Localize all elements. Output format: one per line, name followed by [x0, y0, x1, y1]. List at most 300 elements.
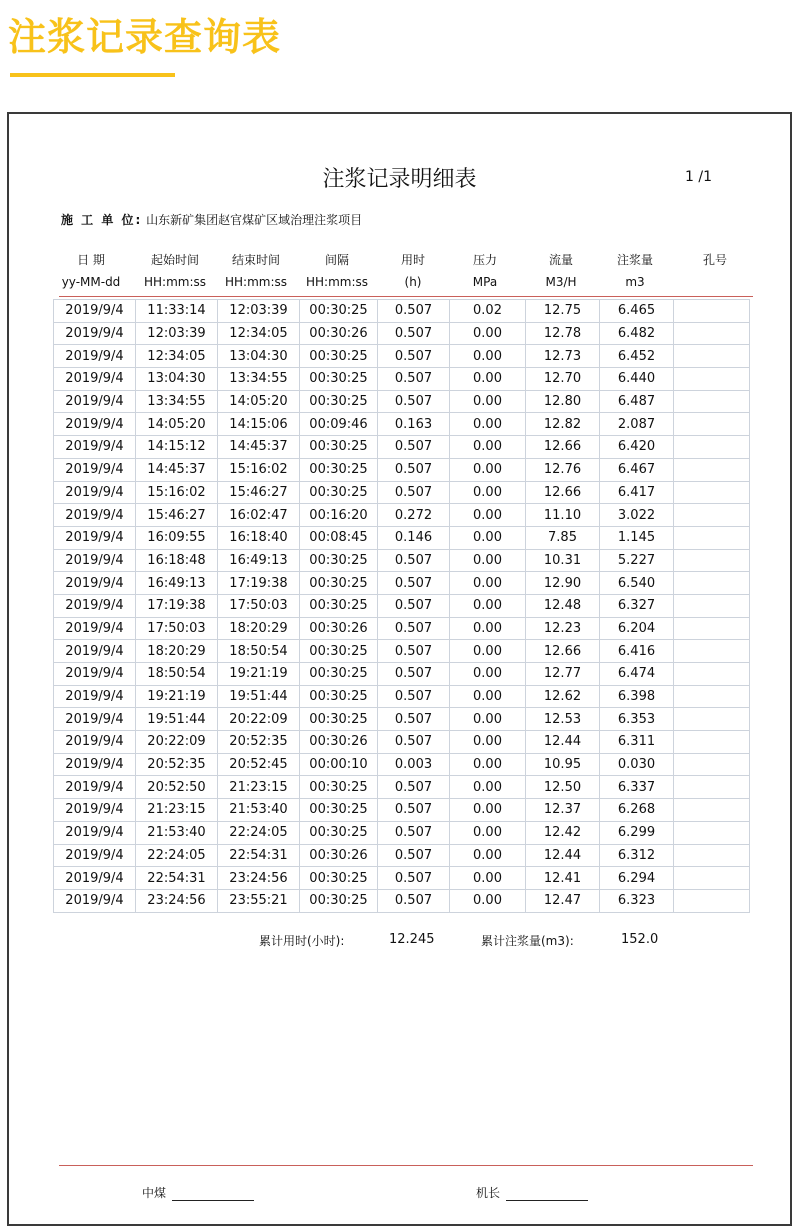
table-cell: 5.227: [600, 549, 674, 572]
column-header-label: 流量: [548, 253, 573, 267]
table-cell: 22:54:31: [218, 844, 300, 867]
table-row: [54, 776, 750, 799]
table-cell: 0.00: [450, 776, 526, 799]
table-cell: 21:53:40: [136, 821, 218, 844]
table-row: [54, 640, 750, 663]
table-cell: 12.41: [526, 867, 600, 890]
table-cell: 0.507: [378, 436, 450, 459]
table-cell: 19:21:19: [136, 685, 218, 708]
table-cell: 0.00: [450, 322, 526, 345]
signature-left-blank: [172, 1186, 254, 1201]
table-cell: 6.416: [600, 640, 674, 663]
table-cell: 6.465: [600, 300, 674, 323]
table-cell: 10.31: [526, 549, 600, 572]
table-cell: 7.85: [526, 526, 600, 549]
table-cell: 15:16:02: [136, 481, 218, 504]
table-cell: 0.030: [600, 753, 674, 776]
table-cell: 6.452: [600, 345, 674, 368]
table-cell: 6.268: [600, 799, 674, 822]
table-cell: 20:22:09: [136, 731, 218, 754]
table-row: [54, 753, 750, 776]
table-cell: 00:09:46: [300, 413, 378, 436]
table-cell: [674, 300, 750, 323]
table-cell: [674, 889, 750, 912]
table-cell: 6.294: [600, 867, 674, 890]
table-cell: 6.323: [600, 889, 674, 912]
table-cell: 18:20:29: [136, 640, 218, 663]
table-cell: 13:34:55: [218, 368, 300, 391]
table-cell: 22:24:05: [136, 844, 218, 867]
column-header: [373, 249, 453, 293]
table-cell: [674, 345, 750, 368]
table-row: [54, 436, 750, 459]
table-cell: 17:19:38: [136, 594, 218, 617]
table-cell: 0.00: [450, 799, 526, 822]
table-cell: 00:30:25: [300, 368, 378, 391]
column-header: [135, 249, 215, 293]
table-cell: 0.272: [378, 504, 450, 527]
column-header: [445, 249, 525, 293]
table-cell: 0.507: [378, 322, 450, 345]
table-cell: 12.80: [526, 390, 600, 413]
table-cell: 0.507: [378, 549, 450, 572]
column-header-unit: (h): [404, 275, 422, 289]
table-cell: 1.145: [600, 526, 674, 549]
column-header-label: 孔号: [702, 253, 727, 267]
table-cell: 0.507: [378, 300, 450, 323]
column-header: [51, 249, 131, 293]
table-cell: 16:09:55: [136, 526, 218, 549]
table-cell: 12:34:05: [136, 345, 218, 368]
table-cell: 2019/9/4: [54, 526, 136, 549]
table-cell: 0.507: [378, 731, 450, 754]
table-cell: 12.66: [526, 640, 600, 663]
table-cell: 18:50:54: [136, 663, 218, 686]
table-cell: 0.00: [450, 753, 526, 776]
column-header-label: 用时: [400, 253, 425, 267]
table-cell: [674, 390, 750, 413]
table-cell: 0.507: [378, 799, 450, 822]
table-cell: 00:30:25: [300, 776, 378, 799]
table-cell: 12.66: [526, 481, 600, 504]
table-cell: 12.23: [526, 617, 600, 640]
table-cell: 2019/9/4: [54, 390, 136, 413]
table-cell: 14:45:37: [136, 458, 218, 481]
table-cell: [674, 594, 750, 617]
table-cell: 12.78: [526, 322, 600, 345]
table-cell: 2019/9/4: [54, 776, 136, 799]
column-header-label: 日 期: [77, 253, 105, 267]
table-cell: [674, 708, 750, 731]
table-cell: 17:19:38: [218, 572, 300, 595]
table-cell: 20:52:35: [136, 753, 218, 776]
table-cell: 14:15:06: [218, 413, 300, 436]
table-cell: 15:46:27: [136, 504, 218, 527]
table-cell: 2019/9/4: [54, 731, 136, 754]
table-cell: 0.00: [450, 390, 526, 413]
table-cell: [674, 753, 750, 776]
table-cell: 2019/9/4: [54, 617, 136, 640]
table-cell: 6.327: [600, 594, 674, 617]
table-cell: 00:30:25: [300, 640, 378, 663]
table-cell: 00:30:25: [300, 390, 378, 413]
table-row: [54, 799, 750, 822]
table-cell: 0.146: [378, 526, 450, 549]
table-cell: 12.44: [526, 844, 600, 867]
table-cell: 0.00: [450, 663, 526, 686]
table-cell: 12.75: [526, 300, 600, 323]
table-cell: 2019/9/4: [54, 663, 136, 686]
table-cell: 00:30:25: [300, 481, 378, 504]
table-row: [54, 867, 750, 890]
table-row: [54, 458, 750, 481]
table-cell: 2019/9/4: [54, 458, 136, 481]
table-cell: 14:15:12: [136, 436, 218, 459]
table-cell: 0.00: [450, 458, 526, 481]
table-cell: 2019/9/4: [54, 572, 136, 595]
table-cell: 22:54:31: [136, 867, 218, 890]
table-cell: 0.00: [450, 685, 526, 708]
table-cell: [674, 821, 750, 844]
table-cell: 23:55:21: [218, 889, 300, 912]
table-cell: 12:34:05: [218, 322, 300, 345]
table-cell: 0.507: [378, 867, 450, 890]
table-cell: 3.022: [600, 504, 674, 527]
table-cell: 16:49:13: [218, 549, 300, 572]
column-header-unit: MPa: [472, 275, 498, 289]
table-cell: 0.00: [450, 594, 526, 617]
table-cell: 0.507: [378, 617, 450, 640]
table-cell: 12:03:39: [218, 300, 300, 323]
table-cell: [674, 526, 750, 549]
table-cell: 10.95: [526, 753, 600, 776]
table-cell: 0.02: [450, 300, 526, 323]
table-cell: 2019/9/4: [54, 867, 136, 890]
column-header-unit: HH:mm:ss: [305, 275, 368, 289]
table-cell: [674, 322, 750, 345]
column-header-label: 注浆量: [616, 253, 653, 267]
table-cell: 0.00: [450, 617, 526, 640]
table-cell: 6.312: [600, 844, 674, 867]
table-cell: 6.540: [600, 572, 674, 595]
table-cell: 15:16:02: [218, 458, 300, 481]
table-cell: 0.00: [450, 526, 526, 549]
table-cell: 0.00: [450, 481, 526, 504]
table-cell: 00:30:25: [300, 889, 378, 912]
table-cell: 2019/9/4: [54, 844, 136, 867]
total-volume-label: 累计注浆量(m3):: [481, 934, 574, 948]
column-header: [521, 249, 601, 293]
table-row: [54, 594, 750, 617]
table-cell: 12.77: [526, 663, 600, 686]
table-row: [54, 526, 750, 549]
table-cell: 2019/9/4: [54, 889, 136, 912]
table-cell: 6.440: [600, 368, 674, 391]
table-cell: 0.163: [378, 413, 450, 436]
table-row: [54, 300, 750, 323]
construction-unit-label: 施 工 单 位:: [61, 213, 143, 227]
signature-right-label: 机长: [476, 1186, 501, 1200]
table-cell: 0.00: [450, 731, 526, 754]
table-cell: 14:05:20: [218, 390, 300, 413]
table-cell: 23:24:56: [136, 889, 218, 912]
table-cell: 15:46:27: [218, 481, 300, 504]
table-cell: [674, 799, 750, 822]
table-cell: 00:30:26: [300, 322, 378, 345]
table-cell: [674, 640, 750, 663]
table-cell: 0.507: [378, 685, 450, 708]
table-cell: 20:22:09: [218, 708, 300, 731]
table-cell: 0.00: [450, 436, 526, 459]
table-cell: 12.50: [526, 776, 600, 799]
table-cell: 0.507: [378, 708, 450, 731]
column-header-unit: HH:mm:ss: [224, 275, 287, 289]
table-cell: 2019/9/4: [54, 413, 136, 436]
table-cell: 11:33:14: [136, 300, 218, 323]
title-underline: [10, 73, 175, 77]
table-cell: [674, 731, 750, 754]
table-cell: 12.47: [526, 889, 600, 912]
table-cell: 6.337: [600, 776, 674, 799]
table-cell: 0.00: [450, 821, 526, 844]
table-cell: 0.00: [450, 368, 526, 391]
table-cell: [674, 617, 750, 640]
table-cell: 0.507: [378, 663, 450, 686]
column-header-label: 结束时间: [231, 253, 280, 267]
table-cell: 16:18:40: [218, 526, 300, 549]
table-cell: 2019/9/4: [54, 481, 136, 504]
table-cell: 20:52:45: [218, 753, 300, 776]
table-cell: 0.507: [378, 458, 450, 481]
table-cell: 19:51:44: [136, 708, 218, 731]
table-cell: 6.299: [600, 821, 674, 844]
table-cell: 2019/9/4: [54, 322, 136, 345]
table-cell: 12.73: [526, 345, 600, 368]
table-cell: 0.00: [450, 640, 526, 663]
table-row: [54, 844, 750, 867]
table-cell: 0.507: [378, 640, 450, 663]
table-row: [54, 549, 750, 572]
table-cell: 12.42: [526, 821, 600, 844]
table-row: [54, 572, 750, 595]
table-cell: 2019/9/4: [54, 799, 136, 822]
table-cell: 0.00: [450, 889, 526, 912]
column-header: [216, 249, 296, 293]
table-cell: 0.507: [378, 481, 450, 504]
table-cell: 12.62: [526, 685, 600, 708]
table-cell: 0.507: [378, 821, 450, 844]
sheet-title: 注浆记录明细表: [322, 167, 477, 192]
table-cell: 6.353: [600, 708, 674, 731]
table-cell: 0.00: [450, 844, 526, 867]
table-row: [54, 504, 750, 527]
table-cell: 13:04:30: [136, 368, 218, 391]
signature-right: [476, 1184, 588, 1201]
table-cell: 0.00: [450, 504, 526, 527]
table-cell: 0.00: [450, 572, 526, 595]
table-cell: 12.48: [526, 594, 600, 617]
table-cell: 2019/9/4: [54, 594, 136, 617]
table-cell: 6.487: [600, 390, 674, 413]
construction-unit: [61, 211, 362, 228]
table-cell: 14:05:20: [136, 413, 218, 436]
total-time-value: 12.245: [389, 932, 435, 947]
table-row: [54, 368, 750, 391]
table-cell: 2019/9/4: [54, 300, 136, 323]
table-cell: 0.507: [378, 889, 450, 912]
table-cell: 00:30:25: [300, 549, 378, 572]
table-cell: 00:30:25: [300, 436, 378, 459]
table-cell: 2019/9/4: [54, 821, 136, 844]
table-cell: [674, 504, 750, 527]
table-cell: 6.420: [600, 436, 674, 459]
table-cell: 18:20:29: [218, 617, 300, 640]
table-cell: 6.417: [600, 481, 674, 504]
table-cell: 20:52:35: [218, 731, 300, 754]
table-cell: 12.53: [526, 708, 600, 731]
table-row: [54, 663, 750, 686]
column-header-label: 起始时间: [150, 253, 199, 267]
table-cell: 6.311: [600, 731, 674, 754]
page-number: 1 /1: [685, 169, 712, 185]
table-cell: 0.00: [450, 549, 526, 572]
table-row: [54, 322, 750, 345]
header-divider: [59, 296, 753, 297]
table-cell: 17:50:03: [136, 617, 218, 640]
table-cell: 00:30:25: [300, 345, 378, 368]
table-cell: [674, 867, 750, 890]
table-cell: 21:23:15: [136, 799, 218, 822]
table-cell: 19:21:19: [218, 663, 300, 686]
signature-left: [142, 1184, 254, 1201]
total-volume-value: 152.0: [621, 932, 659, 947]
table-cell: 21:23:15: [218, 776, 300, 799]
table-cell: 00:30:25: [300, 867, 378, 890]
table-cell: 20:52:50: [136, 776, 218, 799]
table-cell: 2019/9/4: [54, 549, 136, 572]
table-cell: 14:45:37: [218, 436, 300, 459]
column-header-unit: m3: [625, 275, 645, 289]
table-cell: 12.37: [526, 799, 600, 822]
table-cell: [674, 776, 750, 799]
signature-right-blank: [506, 1186, 588, 1201]
table-row: [54, 345, 750, 368]
table-cell: 2019/9/4: [54, 708, 136, 731]
table-cell: [674, 549, 750, 572]
table-cell: 12.66: [526, 436, 600, 459]
table-cell: 17:50:03: [218, 594, 300, 617]
table-cell: 00:00:10: [300, 753, 378, 776]
table-cell: 11.10: [526, 504, 600, 527]
table-cell: 2019/9/4: [54, 753, 136, 776]
table-cell: 2019/9/4: [54, 368, 136, 391]
table-cell: 6.467: [600, 458, 674, 481]
table-cell: 00:30:25: [300, 708, 378, 731]
table-row: [54, 390, 750, 413]
table-cell: 6.482: [600, 322, 674, 345]
table-cell: 12.90: [526, 572, 600, 595]
table-cell: 00:30:25: [300, 458, 378, 481]
table-cell: 21:53:40: [218, 799, 300, 822]
table-row: [54, 413, 750, 436]
table-cell: 00:30:25: [300, 663, 378, 686]
column-header: [675, 249, 755, 271]
table-cell: 23:24:56: [218, 867, 300, 890]
table-cell: 2019/9/4: [54, 436, 136, 459]
table-cell: 13:04:30: [218, 345, 300, 368]
table-cell: 00:30:25: [300, 594, 378, 617]
table-row: [54, 617, 750, 640]
table-cell: 2019/9/4: [54, 345, 136, 368]
table-cell: 00:30:26: [300, 844, 378, 867]
column-header-unit: M3/H: [545, 275, 577, 289]
table-cell: [674, 413, 750, 436]
table-cell: 12.70: [526, 368, 600, 391]
table-cell: [674, 481, 750, 504]
table-cell: 12:03:39: [136, 322, 218, 345]
table-row: [54, 708, 750, 731]
table-cell: 16:49:13: [136, 572, 218, 595]
table-cell: [674, 368, 750, 391]
table-cell: 0.00: [450, 345, 526, 368]
table-cell: 6.398: [600, 685, 674, 708]
table-cell: 13:34:55: [136, 390, 218, 413]
table-cell: 0.00: [450, 708, 526, 731]
table-cell: 2019/9/4: [54, 640, 136, 663]
table-cell: 6.474: [600, 663, 674, 686]
table-cell: 6.204: [600, 617, 674, 640]
table-cell: [674, 663, 750, 686]
page-title: 注浆记录查询表: [8, 15, 282, 59]
table-cell: 0.00: [450, 867, 526, 890]
total-time-label: 累计用时(小时):: [259, 934, 345, 948]
table-cell: 00:30:25: [300, 685, 378, 708]
table-row: [54, 731, 750, 754]
records-table: [53, 299, 750, 913]
construction-unit-value: 山东新矿集团赵官煤矿区域治理注浆项目: [146, 213, 363, 227]
table-cell: 00:16:20: [300, 504, 378, 527]
report-sheet: [7, 112, 792, 1226]
table-row: [54, 889, 750, 912]
table-cell: 00:30:26: [300, 731, 378, 754]
table-cell: 00:30:25: [300, 300, 378, 323]
table-cell: 0.00: [450, 413, 526, 436]
table-cell: 12.76: [526, 458, 600, 481]
table-cell: [674, 458, 750, 481]
table-cell: 22:24:05: [218, 821, 300, 844]
table-cell: 00:30:25: [300, 572, 378, 595]
table-cell: [674, 844, 750, 867]
table-cell: 16:18:48: [136, 549, 218, 572]
table-cell: 19:51:44: [218, 685, 300, 708]
column-header: [595, 249, 675, 293]
table-row: [54, 821, 750, 844]
table-cell: 0.507: [378, 345, 450, 368]
table-cell: [674, 572, 750, 595]
column-header: [297, 249, 377, 293]
column-header-unit: HH:mm:ss: [143, 275, 206, 289]
table-cell: 0.507: [378, 776, 450, 799]
table-cell: [674, 685, 750, 708]
table-cell: 0.003: [378, 753, 450, 776]
table-cell: 0.507: [378, 368, 450, 391]
column-header-label: 压力: [472, 253, 497, 267]
table-row: [54, 481, 750, 504]
table-cell: 0.507: [378, 390, 450, 413]
table-cell: 0.507: [378, 572, 450, 595]
table-cell: 12.44: [526, 731, 600, 754]
column-header-unit: yy-MM-dd: [61, 275, 121, 289]
